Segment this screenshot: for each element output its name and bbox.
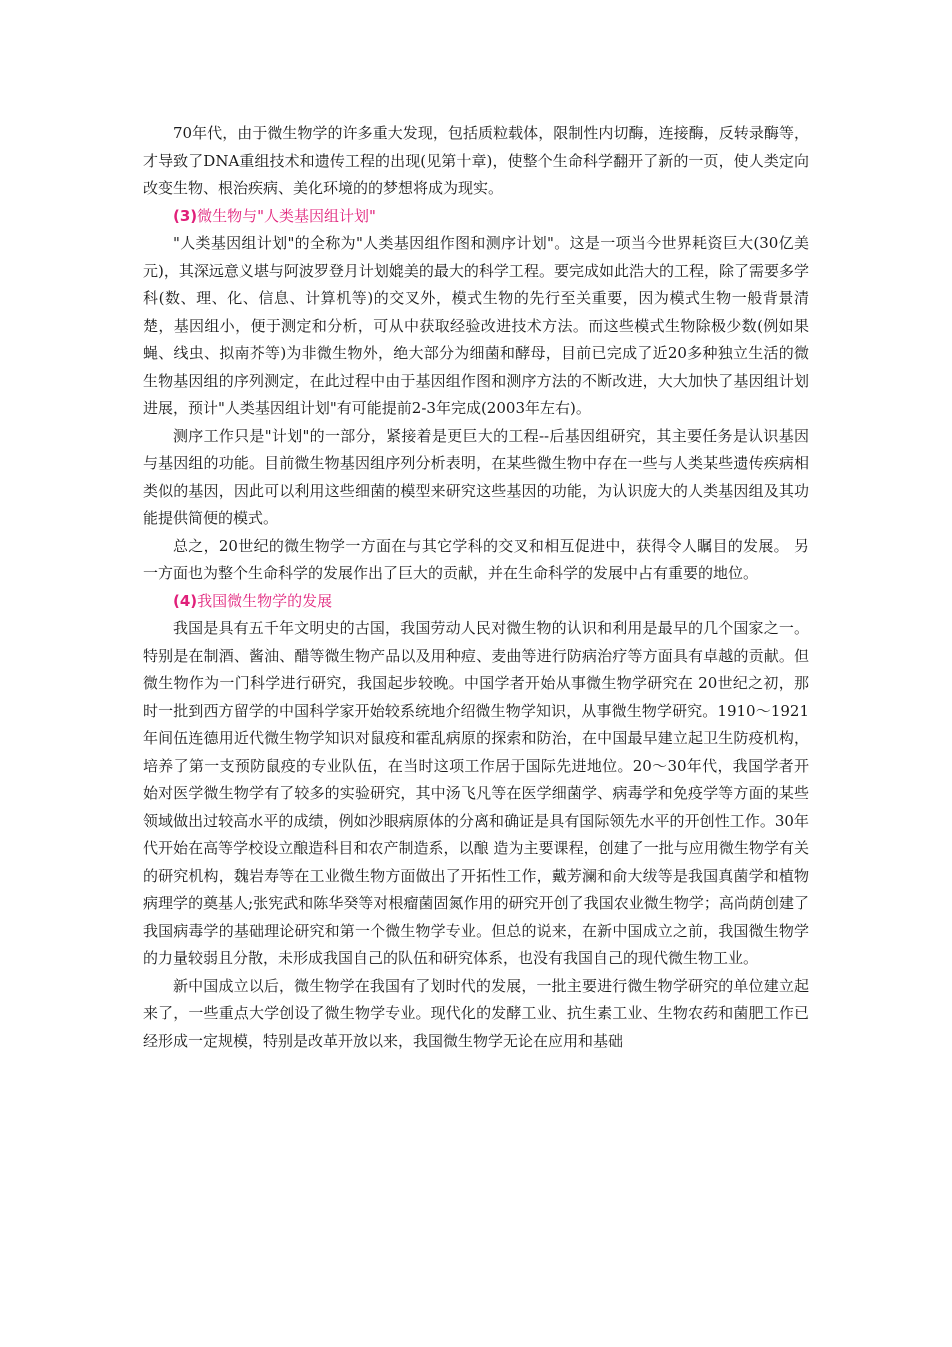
document-page [143, 120, 809, 1055]
paragraph-new-china: 新中国成立以后，微生物学在我国有了划时代的发展，一批主要进行微生物学研究的单位建立起来了，一些重点大学创设了微生物学专业。现代化的发酵工业、抗生素工业、生物农药和菌肥工作已经形成一定规模，特别是改革开放以来，我国微生物学无论在应用和基础 [143, 976, 809, 1050]
paragraph-post-genome: 测序工作只是"计划"的一部分，紧接着是更巨大的工程--后基因组研究，其主要任务是认识基因与基因组的功能。目前微生物基因组序列分析表明，在某些微生物中存在一些与人类某些遗传疾病相类似的基因，因此可以利用这些细菌的模型来研究这些基因的功能，为认识庞大的人类基因组及其功能提供简便的模式。 [143, 426, 809, 527]
section-number: (3) [173, 206, 198, 225]
paragraph-dna-recombination: 70年代，由于微生物学的许多重大发现，包括质粒载体，限制性内切酶，连接酶，反转录酶等，才导致了DNA重组技术和遗传工程的出现(见第十章)，使整个生命科学翻开了新的一页，使人类定向改变生物、根治疾病、美化环境的的梦想将成为现实。 [143, 124, 809, 197]
section-heading-4 [143, 588, 809, 616]
section-number: (4) [173, 591, 198, 610]
paragraph-human-genome-project: "人类基因组计划"的全称为"人类基因组作图和测序计划"。这是一项当今世界耗资巨大(30亿美元)，其深远意义堪与阿波罗登月计划媲美的最大的科学工程。要完成如此浩大的工程，除了需要多学科(数、理、化、信息、计算机等)的交叉外，模式生物的先行至关重要，因为模式生物一般背景清楚，基因组小，便于测定和分析，可从中获取经验改进技术方法。而这些模式生物除极少数(例如果蝇、线虫、拟南芥等)为非微生物外，绝大部分为细菌和酵母，目前已完成了近20多种独立生活的微生物基因组的序列测定，在此过程中由于基因组作图和测序方法的不断改进，大大加快了基因组计划进展，预计"人类基因组计划"有可能提前2-3年完成(2003年左右)。 [143, 234, 809, 417]
section-heading-3 [143, 203, 809, 231]
section-title: 微生物与"人类基因组计划" [197, 206, 376, 225]
paragraph-summary: 总之，20世纪的微生物学一方面在与其它学科的交叉和相互促进中，获得令人瞩目的发展。 另一方面也为整个生命科学的发展作出了巨大的贡献，并在生命科学的发展中占有重要的地位。 [143, 536, 809, 582]
section-title: 我国微生物学的发展 [197, 591, 333, 610]
paragraph-china-history: 我国是具有五千年文明史的古国，我国劳动人民对微生物的认识和利用是最早的几个国家之一。特别是在制酒、酱油、醋等微生物产品以及用种痘、麦曲等进行防病治疗等方面具有卓越的贡献。但微生物作为一门科学进行研究，我国起步较晚。中国学者开始从事微生物学研究在 20世纪之初，那时一批到西方留学的中国科学家开始较系统地介绍微生物学知识，从事微生物学研究。1910～1921年间伍连德用近代微生物学知识对鼠疫和霍乱病原的探索和防治，在中国最早建立起卫生防疫机构，培养了第一支预防鼠疫的专业队伍，在当时这项工作居于国际先进地位。20～30年代，我国学者开始对医学微生物学有了较多的实验研究，其中汤飞凡等在医学细菌学、病毒学和免疫学等方面的某些领域做出过较高水平的成绩，例如沙眼病原体的分离和确证是具有国际领先水平的开创性工作。30年代开始在高等学校设立酿造科目和农产制造系，以酿 造为主要课程，创建了一批与应用微生物学有关的研究机构，魏岩寿等在工业微生物方面做出了开拓性工作，戴芳澜和俞大绂等是我国真菌学和植物病理学的奠基人;张宪武和陈华癸等对根瘤菌固氮作用的研究开创了我国农业微生物学；高尚荫创建了我国病毒学的基础理论研究和第一个微生物学专业。但总的说来，在新中国成立之前，我国微生物学的力量较弱且分散，未形成我国自己的队伍和研究体系，也没有我国自己的现代微生物工业。 [143, 619, 809, 967]
